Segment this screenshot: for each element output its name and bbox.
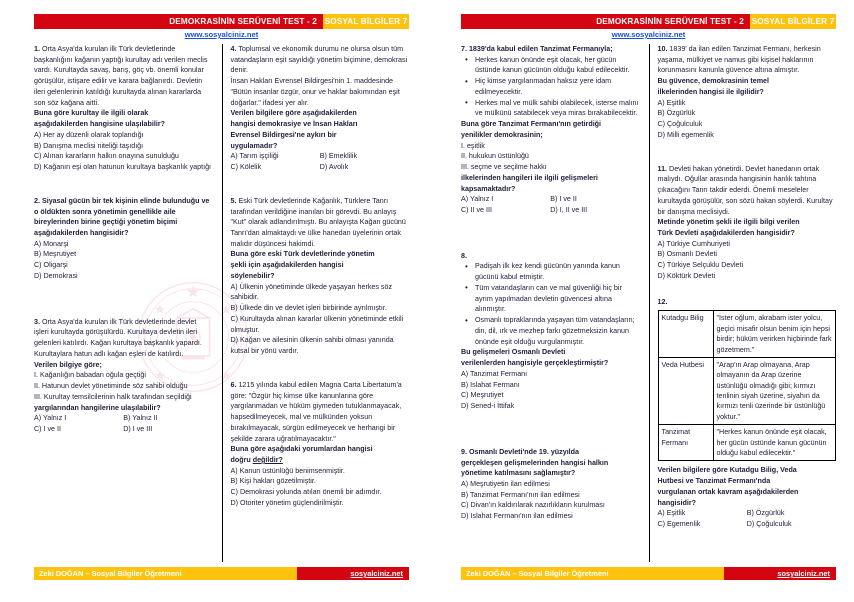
question-4-ask-line1: Verilen bilgilere göre aşağıdakilerden — [230, 109, 357, 118]
question-6-number: 6. — [230, 380, 237, 389]
question-11-option-b[interactable]: B) Osmanlı Devleti — [657, 250, 718, 259]
question-7-stem: 1839'da kabul edilen Tanzimat Fermanıyla; — [468, 45, 613, 53]
page-2-content — [435, 6, 846, 596]
question-12-table — [658, 310, 837, 461]
question-3-item-iii: III. Kurultay temsilcilerinin halk tarafından seçildiği — [34, 392, 192, 401]
question-7-item-i: I. eşitlik — [461, 141, 485, 150]
question-1 — [34, 44, 213, 173]
question-3-option-d[interactable]: D) I ve III — [123, 425, 153, 434]
spacer — [658, 150, 837, 164]
question-1-option-b[interactable]: B) Danışma meclisi niteliği taşıdığı — [34, 141, 144, 150]
question-8-option-d[interactable]: D) Sened-i İttifak — [461, 402, 515, 411]
question-4-option-a[interactable]: A) Tarım işçiliği — [230, 152, 279, 161]
question-8-ask-line2: verilenlerden hangisiyle gerçekleştirmiştir? — [461, 359, 609, 368]
question-4 — [231, 44, 410, 173]
question-10-option-c[interactable]: C) Çoğulculuk — [657, 120, 703, 129]
spacer — [461, 421, 640, 447]
question-4-ask-line3: Evrensel Bildirgesi'ne aykırı bir — [230, 130, 337, 139]
question-12-option-b[interactable]: B) Özgürlük — [746, 509, 785, 518]
question-11-option-c[interactable]: C) Türkiye Selçuklu Devleti — [657, 261, 744, 270]
question-11-option-d[interactable]: D) Köktürk Devleti — [657, 271, 716, 280]
question-4-number: 4. — [230, 45, 237, 53]
question-3-number: 3. — [34, 317, 40, 326]
question-5-stem: Eski Türk devletlerinde Kağanlık, Türklere Tanrı tarafından verildiğine inanılan bir görevdi. Bu anlayış "Kut" olarak adlandırılmıştı. Bu anlayışta Kağan gücünü Tanrı'dan almaktaydı ve ülke hanedan üyelerinin ortak malıdır düşüncesi hakimdi. — [230, 196, 406, 248]
question-3-option-b[interactable]: B) Yalnız II — [123, 414, 158, 423]
question-7-ask-line3: ilkelerinden hangileri ile ilgili gelişmeleri — [461, 173, 598, 182]
question-9-option-c[interactable]: C) Divan'ın kaldırılarak nazırlıkların kurulması — [461, 501, 605, 510]
question-3-lead: Verilen bilgiye göre; — [34, 360, 102, 369]
question-4-option-c[interactable]: C) Kölelik — [230, 163, 262, 172]
question-5-ask-line3: söylenebilir? — [230, 271, 275, 280]
header-site-link[interactable]: www.sosyalciniz.net — [611, 30, 686, 39]
question-6 — [231, 380, 410, 509]
question-12 — [658, 297, 837, 530]
question-7-bullet-2: • Hiç kimse yargılanmadan haksız yere idam edilmeyecektir. — [473, 76, 640, 97]
question-12-number: 12. — [657, 297, 668, 306]
question-11-ask-line2: Türk Devleti aşağıdakilerden hangisidir? — [657, 229, 795, 238]
question-2-stem: Siyasal gücün bir tek kişinin elinde bulunduğu ve o öldükten sonra yönetimin genellikle aile bireylerinden birine geçtiği yönetim biçimi aşağıdakilerden hangisidir? — [34, 196, 210, 238]
question-5-option-b[interactable]: B) Ülkede din ve devlet işleri birbirinde ayrılmıştır. — [230, 304, 387, 313]
question-12-options — [658, 508, 837, 529]
column-divider — [649, 44, 650, 562]
question-11-stem: Devleti hakan yönetirdi. Devlet hanedanın ortak malıydı. Oğullar arasında hangisinin hanlık tahtına çıkacağını Tanrı takdir ederdi. Önemli meseleler kurultayda görüşülür, son sözü hakan söylerdi. Kurultay bir danışma meclisiydi. — [657, 164, 833, 216]
question-4-option-b[interactable]: B) Emeklilik — [319, 152, 358, 161]
question-11-number: 11. — [657, 164, 668, 173]
question-7-number: 7. — [461, 45, 467, 53]
page-1-content — [8, 6, 419, 596]
question-7-option-d[interactable]: D) I, II ve III — [550, 206, 588, 215]
question-12-option-a[interactable]: A) Eşitlik — [657, 509, 686, 518]
question-5-ask-line1: Buna göre eski Türk devletlerinde yönetim — [230, 250, 375, 259]
question-7-option-b[interactable]: B) I ve II — [550, 195, 577, 204]
question-5-option-a[interactable]: A) Ülkenin yönetiminde ülkede yaşayan herkes söz sahibidir. — [230, 282, 393, 302]
question-8-ask-line1: Bu gelişmeleri Osmanlı Devleti — [461, 348, 566, 357]
question-11-option-a[interactable]: A) Türkiye Cumhuriyeti — [657, 239, 730, 248]
question-6-option-c[interactable]: C) Demokrasi yolunda atılan önemli bir adımdır. — [230, 488, 382, 497]
question-8-bullet-1: • Padişah ilk kez kendi gücünün yanında kanun gücünü kabul etmiştir. — [473, 261, 640, 282]
question-12-ask-line2: Hutbesi ve Tanzimat Fermanı'nda — [657, 477, 771, 486]
page-2-columns — [461, 44, 836, 562]
page-2-column-left — [461, 44, 649, 562]
subject-badge: SOSYAL BİLGİLER 7 — [323, 14, 409, 29]
page-2-header-band — [461, 14, 836, 29]
question-7-item-iii: III. seçme ve seçilme hakkı — [461, 163, 547, 172]
question-10 — [658, 44, 837, 141]
question-9-ask-line3: yönetime katılmasını sağlamıştır? — [461, 469, 576, 478]
page-1-columns — [34, 44, 409, 562]
question-3-options — [34, 413, 213, 434]
question-5-ask-line2: şekli için aşağıdakilerden hangisi — [230, 261, 344, 270]
page-2-footer-band — [461, 567, 836, 580]
question-6-ask-line1: Buna göre aşağıdaki yorumlardan hangisi — [230, 445, 373, 454]
question-7-option-a[interactable]: A) Yalnız I — [461, 195, 494, 204]
question-9-number: 9. — [461, 447, 467, 456]
footer-site-link[interactable]: sosyalciniz.net — [297, 567, 409, 580]
question-4-stem-2: İnsan Hakları Evrensel Bildirgesi'nin 1. maddesinde "Bütün insanlar özgür, onur ve haklar bakımından eşit doğarlar." ifadesi yer alır. — [230, 77, 400, 107]
table-cell-source: Tanzimat Fermanı — [658, 425, 713, 461]
question-3-option-c[interactable]: C) I ve II — [34, 425, 61, 434]
question-1-option-a[interactable]: A) Her ay düzenli olarak toplandığı — [34, 130, 144, 139]
spacer — [34, 291, 213, 317]
question-2-number: 2. — [34, 196, 40, 205]
table-cell-source: Veda Hutbesi — [658, 357, 713, 424]
table-row — [658, 311, 836, 358]
question-9 — [461, 447, 640, 522]
question-5-option-c[interactable]: C) Kurultayda alınan kararlar ülkenin yönetiminde etkili olmuştur. — [230, 314, 404, 334]
question-7-bullet-1: • Herkes kanun önünde eşit olacak, her gücün üstünde kanun gücünün olduğu kabul edilecektir. — [473, 55, 640, 76]
table-cell-quote: "Arap'ın Arap olmayana, Arap olmayanın da Arap üzerine üstünlüğü olmadığı gibi; kırmızı tenlinin siyah üzerine, siyahın da kırmızı tenli üzerinde bir üstünlüğü yoktur." — [713, 357, 835, 424]
question-8-bullet-2: • Tüm vatandaşların can ve mal güvenliği hiç bir ayrım yapılmadan devletin güvencesi altına alınmıştır. — [473, 283, 640, 315]
question-4-stem-1: Toplumsal ve ekonomik durumu ne olursa olsun tüm vatandaşların eşit sayıldığı yönetim biçimine, demokrasi denir. — [230, 45, 408, 75]
column-divider — [222, 44, 223, 562]
question-12-option-c[interactable]: C) Egemenlik — [657, 519, 701, 528]
question-5-option-d[interactable]: D) Kağan ve ailesinin ülkenin sahibi olması yanında kutsal bir yönü vardır. — [230, 336, 394, 356]
question-12-ask-line3: vurgulanan ortak kavram aşağıdakilerden — [657, 487, 799, 496]
question-8-option-b[interactable]: B) Islahat Fermanı — [461, 380, 520, 389]
question-3-item-i: I. Kağanlığın babadan oğula geçtiği — [34, 371, 146, 380]
question-8-option-a[interactable]: A) Tanzimat Fermanı — [461, 369, 528, 378]
test-title: DEMOKRASİNİN SERÜVENİ TEST - 2 — [34, 14, 323, 29]
question-3-ask: yargılarından hangilerine ulaşılabilir? — [34, 403, 161, 412]
question-12-option-d[interactable]: D) Çoğulculuk — [746, 519, 792, 528]
question-7-options — [461, 194, 640, 215]
question-9-ask-line1: Osmanlı Devleti'nde 19. yüzyılda — [468, 447, 579, 456]
question-5 — [231, 196, 410, 357]
question-10-number: 10. — [657, 45, 668, 53]
question-8-bullets — [461, 261, 640, 347]
question-12-ask-line4: hangisidir? — [657, 498, 696, 507]
spacer — [231, 182, 410, 196]
question-3 — [34, 317, 213, 435]
question-1-option-c[interactable]: C) Alınan kararların halkın onayına sunulduğu — [34, 152, 179, 161]
question-7-ask-line1: Buna göre Tanzimat Fermanı'nın getirdiği — [461, 120, 602, 129]
question-2 — [34, 196, 213, 282]
question-7 — [461, 44, 640, 216]
footer-site-link[interactable]: sosyalciniz.net — [724, 567, 836, 580]
question-7-option-c[interactable]: C) II ve III — [461, 206, 492, 215]
question-7-bullet-3: • Herkes mal ve mülk sahibi olabilecek, isterse malını ve mülkünü satabilecek veya miras bırakabilecektir. — [473, 98, 640, 119]
question-11-ask-line1: Metinde yönetim şekli ile ilgili bilgi verilen — [657, 218, 800, 227]
spacer — [231, 366, 410, 380]
footer-author: Zeki DOĞAN – Sosyal Bilgiler Öğretmeni — [461, 567, 724, 580]
question-9-ask-line2: gerçekleşen gelişmelerinden hangisi halkın — [461, 458, 609, 467]
question-3-item-ii: II. Hatunun devlet yönetiminde söz sahibi olduğu — [34, 382, 188, 391]
test-title: DEMOKRASİNİN SERÜVENİ TEST - 2 — [461, 14, 750, 29]
question-6-option-b[interactable]: B) Kişi hakları gözetilmiştir. — [230, 477, 316, 486]
question-3-option-a[interactable]: A) Yalnız I — [34, 414, 67, 423]
spacer — [34, 182, 213, 196]
question-5-number: 5. — [230, 196, 237, 205]
table-cell-quote: "İster oğlum, akrabam ister yolcu, geçici misafir olsun benim için hepsi birdir; hüküm verirken hiçbirinde fark gözetmem." — [713, 311, 835, 358]
question-10-stem: 1839' da ilan edilen Tanzimat Fermanı, herkesin yaşama, mülkiyet ve namus gibi kişisel haklarının korunmasını kanunla güvence altına almıştır. — [657, 45, 821, 75]
subject-badge: SOSYAL BİLGİLER 7 — [750, 14, 836, 29]
table-row — [658, 357, 836, 424]
question-7-bullets — [461, 55, 640, 119]
question-8-number: 8. — [461, 251, 467, 260]
question-8-bullet-3: • Osmanlı topraklarında yaşayan tüm vatandaşların; din, dil, ırk ve mezhep farkı gözetmeksizin kanun önünde eşit olduğu vurgulanmıştır. — [473, 315, 640, 347]
question-6-ask-line2: doğru — [230, 455, 253, 464]
page-2-column-right — [649, 44, 837, 562]
table-cell-quote: "Herkes kanun önünde eşit olacak, her gücün üstünde kanun gücünün olduğu kabul edilecektir." — [713, 425, 835, 461]
page-1-column-left — [34, 44, 222, 562]
spacer — [461, 225, 640, 251]
table-cell-source: Kutadgu Bilig — [658, 311, 713, 358]
question-9-option-a[interactable]: A) Meşrutiyetin ilan edilmesi — [461, 479, 550, 488]
question-10-option-b[interactable]: B) Özgürlük — [657, 109, 696, 118]
question-4-options — [231, 151, 410, 172]
question-9-option-d[interactable]: D) Islahat Fermanı'nın ilan edilmesi — [461, 512, 573, 521]
question-1-number: 1. — [34, 45, 40, 53]
question-4-ask-line4: uygulamadır? — [230, 141, 278, 150]
page-2 — [427, 0, 854, 602]
question-1-option-d[interactable]: D) Kağanın eşi olan hatunun kurultaya başkanlık yaptığı — [34, 163, 212, 172]
question-8 — [461, 251, 640, 412]
question-2-option-d[interactable]: D) Demokrasi — [34, 271, 78, 280]
question-7-ask-line4: kapsamaktadır? — [461, 184, 516, 193]
question-7-item-ii: II. hukukun üstünlüğü — [461, 152, 529, 161]
question-2-option-c[interactable]: C) Oligarşi — [34, 261, 68, 270]
question-1-stem: Orta Asya'da kurulan ilk Türk devletlerinde başkanlığını kağanın yaptığı kurultay adı verilen meclis vardı. Kurultayda savaş, barış, göç vb. önemli konular görüşülür, istişare edilir ve karara bağlanırdı. Devletin ileri gelenlerinin katıldığı kurultayda alınan kararlarda son söz kağana aitti. — [34, 45, 208, 107]
question-10-ask-line1: Bu güvence, demokrasinin temel — [657, 77, 770, 86]
question-1-ask-line1: Buna göre kurultay ile ilgili olarak — [34, 109, 149, 118]
question-6-stem: 1215 yılında kabul edilen Magna Carta Libertatum'a göre: "Özgür hiç kimse ülke kanunlarına göre yargılanmadan ve hüküm giymeden tutuklanmayacak, hapsedilmeyecek, mal ve mülkünden yoksun bırakılmayacak, sürgün edilmeyecek ve herhangi bir şekilde zarara uğratılmayacaktır." — [230, 380, 402, 443]
question-3-stem: Orta Asya'da kurulan ilk Türk devletlerinde devlet işleri kurultayda görüşülürdü. Kurultaya devletin ileri gelenleri katılırdı. Kağan kurultaya başkanlık yapardı. Kurultaylara hatun adlı kağan eşleri de katılırdı. — [34, 317, 202, 358]
question-9-option-b[interactable]: B) Tanzimat Fermanı'nın ilan edilmesi — [461, 490, 580, 499]
question-4-option-d[interactable]: D) Avolık — [319, 163, 349, 172]
question-6-option-a[interactable]: A) Kanun üstünlüğü benimsenmiştir. — [230, 466, 345, 475]
header-site-link[interactable]: www.sosyalciniz.net — [184, 30, 259, 39]
question-2-option-b[interactable]: B) Meşrutiyet — [34, 250, 77, 259]
question-4-ask-line2: hangisi demokrasiye ve İnsan Hakları — [230, 120, 358, 129]
question-11 — [658, 164, 837, 282]
question-1-ask-line2: aşağıdakilerden hangisine ulaşılabilir? — [34, 120, 165, 129]
page-1-header-band — [34, 14, 409, 29]
question-6-option-d[interactable]: D) Otoriter yönetim güçlendirilmiştir. — [230, 498, 344, 507]
question-7-ask-line2: yenilikler demokrasinin; — [461, 130, 543, 139]
question-8-option-c[interactable]: C) Meşrutiyet — [461, 391, 504, 400]
question-10-option-a[interactable]: A) Eşitlik — [657, 98, 686, 107]
question-12-ask-line1: Verilen bilgilere göre Kutadgu Bilig, Veda — [657, 466, 797, 475]
question-10-ask-line2: ilkelerinden hangisi ile ilgilidir? — [657, 87, 764, 96]
footer-author: Zeki DOĞAN – Sosyal Bilgiler Öğretmeni — [34, 567, 297, 580]
page-1-column-right — [222, 44, 410, 562]
page-1-footer-band — [34, 567, 409, 580]
question-6-ask-negation: değildir? — [252, 455, 283, 464]
question-2-option-a[interactable]: A) Monarşi — [34, 239, 69, 248]
question-10-option-d[interactable]: D) Milli egemenlik — [657, 130, 714, 139]
table-row — [658, 425, 836, 461]
